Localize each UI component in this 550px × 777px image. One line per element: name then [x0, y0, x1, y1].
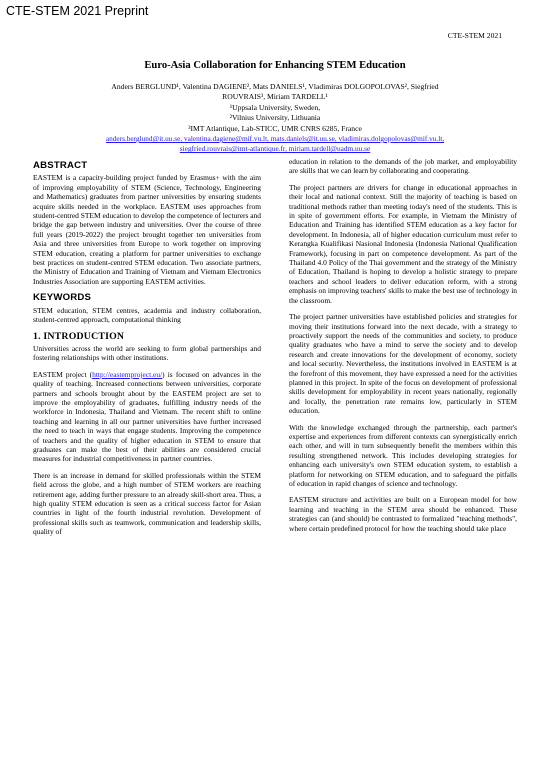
authors-line-2: ROUVRAIS³, Miriam TARDELL¹: [222, 92, 328, 102]
affiliation-1: ¹Uppsala University, Sweden,: [229, 102, 321, 112]
right-column: [289, 157, 517, 544]
paper-title: Euro-Asia Collaboration for Enhancing STEM Education: [144, 60, 406, 71]
intro-p2-rest: ) is focused on advances in the quality of teaching. Increased connections between universities, corporate partners and schools brought about by the EASTEM project are set to improve the employability of graduates, fulfilling industry needs of the workforce in Indonesia, Thailand and Vietnam. The recent shift to online teaching and learning in all our partner universities have further increased the need to teach in ways that engage students. Improving the competence of teachers and the quality of higher education in STEM to ensure that graduates can make the best of their abilities are considered crucial measures for industrial competitiveness in partner countries.: [33, 369, 261, 464]
author-list: [33, 82, 517, 103]
body-columns: [33, 157, 517, 544]
right-paragraph-2: The project partners are drivers for change in educational approaches in their local and national context. Still the majority of teaching is based on traditional methods rather than meeting today's need of the students. This is in spite of government efforts. For example, in Vietnam the Ministry of Education and Training has identified STEM education as a key factor for development. In Indonesia, all of higher education curriculum must refer to Kerangka Kualifikasi Nasional Indonesia (Indonesia National Qualification Framework), focusing in part on competence development. As part of the Thailand 4.0 Policy of the Thai government and the strategy of the Ministry of Education, Thailand is hoping to develop a holistic strategy to prepare teachers and school leaders to deliver education reform, with a strong emphasis on improving teachers' skills to make the best use of technology in the classroom.: [289, 182, 517, 305]
right-paragraph-4: With the knowledge exchanged through the partnership, each partner's expertise and experiences from different contexts can synergistically enrich each other, and will in turn subsequently benefit the members within this resulting strengthened network. This includes developing strategies for enhancing each university's own STEM education system, to establish a platform for networking on STEM education, and to safeguard the pitfalls of education in rapid changes of science and technology.: [289, 422, 517, 488]
intro-paragraph-1: Universities across the world are seeking to form global partnerships and fostering relationships with other institutions.: [33, 343, 261, 363]
intro-paragraph-2: [33, 370, 261, 464]
introduction-heading: 1. INTRODUCTION: [33, 330, 125, 342]
keywords-heading: KEYWORDS: [33, 292, 92, 304]
authors-line-1: Anders BERGLUND¹, Valentina DAGIENE², Mats DANIELS¹, Vladimiras DOLGOPOLOVAS², Siegfried: [111, 82, 439, 91]
running-head: CTE-STEM 2021: [447, 31, 502, 40]
emails-line-1[interactable]: anders.berglund@it.uu.se, valentina.dagiene@mif.vu.lt, mats.daniels@it.uu.se, vladimiras.dolgopolovas@mif.vu.lt,: [105, 134, 445, 144]
paper-page: [33, 60, 517, 537]
left-column: [33, 157, 261, 544]
preprint-banner: CTE-STEM 2021 Preprint: [6, 4, 149, 18]
right-paragraph-1: education in relation to the demands of the job market, and employability are skills that we can learn by collaborating and cooperating.: [289, 157, 517, 176]
right-paragraph-5: EASTEM structure and activities are built on a European model for how learning and teaching in the STEM area should be enhanced. These strategies can (and should) be contrasted to formalized "teaching methods", where certain predefined protocol for how the teaching should take place: [289, 495, 517, 533]
abstract-text: EASTEM is a capacity-building project funded by Erasmus+ with the aim of improving employability of STEM (Science, Technology, Engineering and Mathematics) graduates from partner universities by ensuring students acquire skills needed in the workplace. EASTEM uses approaches from student-centred STEM education to develop the competence of lecturers and bridge the gap between industry and universities. Over the course of three full years (2019-2022) the project brought together ten universities from Asia and three universities from Europe to work together on improving STEM education, creating a platform for partner universities to exchange best practices on student-centred STEM education. Two associate partners, the Ministry of Education and Training of Vietnam and Vietnam Electronics Industries Association are supporting EASTEM activities.: [33, 173, 261, 286]
intro-paragraph-3: There is an increase in demand for skilled professionals within the STEM field across the globe, and a high number of STEM workers are reaching retirement age, adding further pressure to an already skill-short area. Thus, a high quality STEM education is seen as a critical success factor for Asian countries in light of the fourth industrial revolution. Development of professional skills such as teamwork, communication and leadership skills, quality of: [33, 470, 261, 537]
affiliation-3: ³IMT Atlantique, Lab-STICC, UMR CNRS 6285, France: [188, 123, 362, 133]
emails-line-2[interactable]: siegfried.rouvrais@imt-atlantique.fr, miriam.tardell@uadm.uu.se: [179, 144, 371, 154]
keywords-text: STEM education, STEM centres, academia and industry collaboration, student-centred approach, computational thinking: [33, 305, 261, 325]
intro-p2-prefix: EASTEM project (: [33, 369, 93, 379]
right-paragraph-3: The project partner universities have established policies and strategies for moving their institutions forward into the next decade, with a strategy to proactively support the needs of the communities and society, to produce quality graduates who have a mind to serve the society and to develop research and create innovations for the development of economy, society and local security. Nevertheless, the institutions involved in EASTEM is at the forefront of this movement, they have expressed a need for the activities planned in this project. In spite of the focus on development of professional skills development for employability in recent years nationally, regionally and locally, the penetration rate remains low, particularly in STEM education.: [289, 312, 517, 416]
affiliation-2: ²Vilnius University, Lithuania: [229, 113, 321, 123]
abstract-heading: ABSTRACT: [33, 160, 88, 171]
project-link[interactable]: http://eastemproject.eu/: [92, 369, 163, 379]
